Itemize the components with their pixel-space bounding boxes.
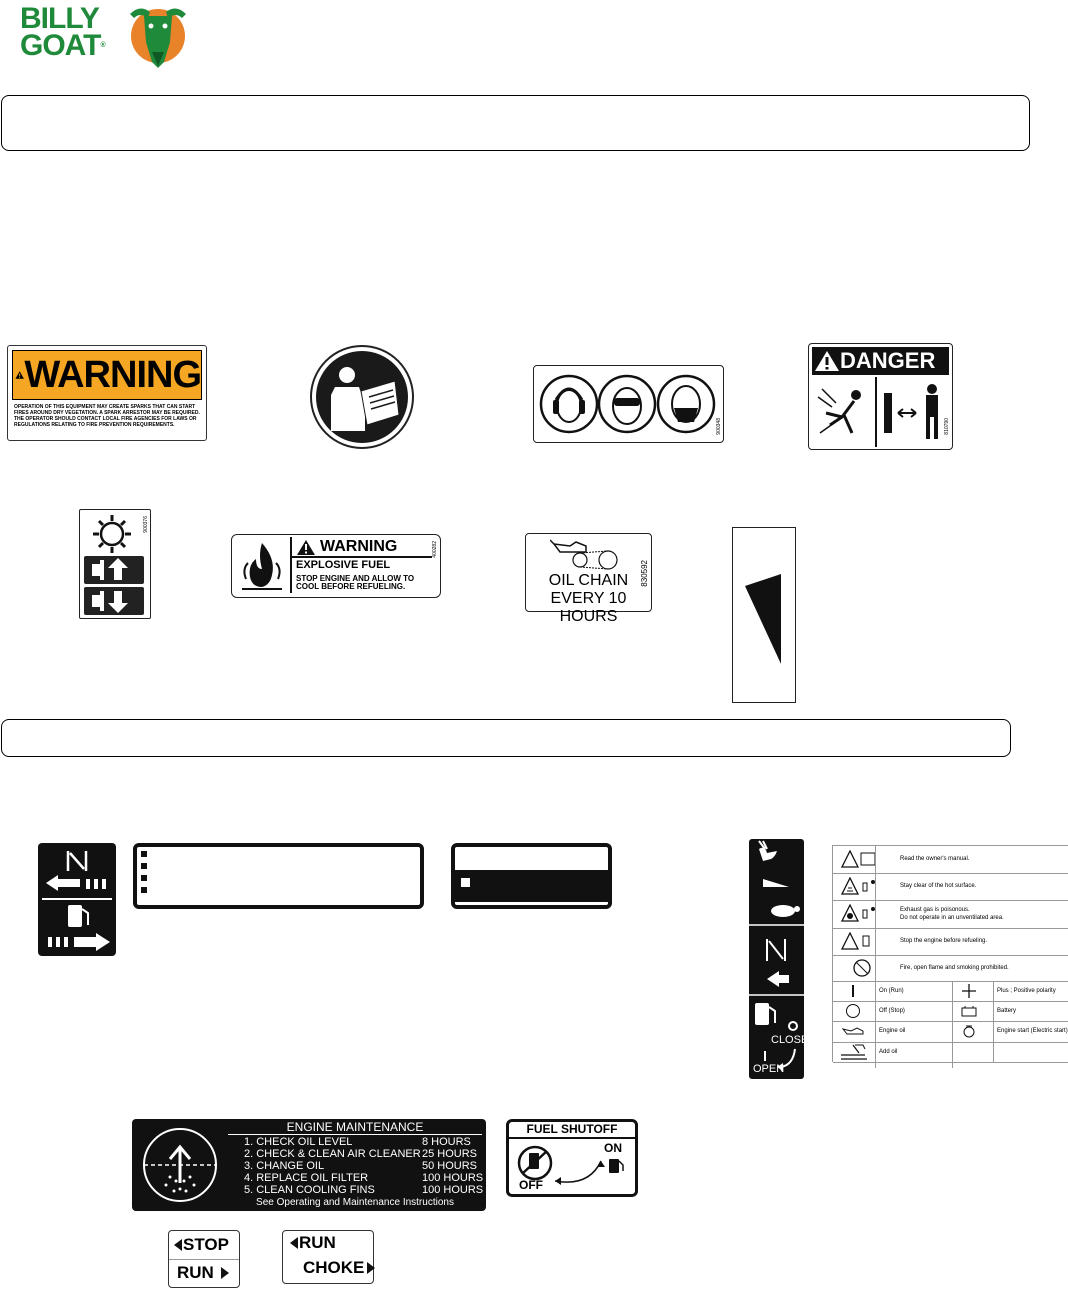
speed-code: 900376 — [143, 516, 149, 533]
grid-row-1 — [833, 981, 1068, 1002]
speed-wedge-icon — [763, 879, 789, 887]
wedge-icon — [733, 528, 795, 702]
thrown-object-hazard-icon — [812, 377, 949, 447]
explosive-header-text: WARNING — [320, 538, 398, 555]
explosive-code: 400282 — [432, 541, 438, 558]
bullet-2 — [141, 863, 147, 869]
fuel-off-label: OFF — [519, 1178, 543, 1192]
down-arrow-panel — [84, 587, 144, 615]
warning-header-text: WARNING — [24, 353, 201, 396]
symbol-text-hot: Stay clear of the hot surface. — [875, 873, 976, 909]
arrow-right-icon — [366, 1261, 376, 1275]
warning-header — [12, 350, 202, 400]
small-label-bar — [451, 843, 612, 909]
oil-chain-line2: EVERY 10 HOURS — [550, 590, 627, 625]
symbol-row-manual — [833, 846, 1068, 874]
grid-plus: Plus ; Positive polarity — [993, 981, 1056, 1007]
explosive-line2: STOP ENGINE AND ALLOW TO — [296, 574, 415, 583]
danger-code: 810790 — [944, 418, 950, 435]
run-choke-run-row — [289, 1233, 336, 1253]
maint-interval-5: 100 HOURS — [422, 1184, 484, 1196]
section-header-box-2 — [1, 719, 1011, 757]
up-arrow-panel — [84, 556, 144, 584]
choke-fuel-icons — [38, 843, 116, 956]
stop-run-decal — [168, 1230, 240, 1288]
choke-label: CHOKE — [303, 1258, 365, 1277]
alert-triangle-icon — [296, 539, 316, 556]
rabbit-icon — [759, 848, 777, 861]
section-header-box-1 — [1, 95, 1030, 151]
logo-text-billy: BILLY — [20, 2, 99, 35]
danger-header — [812, 347, 949, 375]
grid-row-2 — [833, 1001, 1068, 1022]
engine-start-icon — [962, 1023, 976, 1039]
stop-run-divider — [169, 1259, 239, 1260]
throttle-choke-panel — [749, 839, 809, 1079]
stop-refuel-icon — [841, 932, 877, 950]
maint-interval-2: 25 HOURS — [422, 1148, 478, 1160]
symbol-row-fire — [833, 955, 1068, 982]
throttle-speed-decal — [79, 509, 151, 619]
explosive-line3: COOL BEFORE REFUELING. — [296, 582, 406, 591]
explosive-divider — [290, 537, 292, 593]
danger-decal — [808, 343, 953, 450]
ppe-code: 900348 — [716, 418, 722, 435]
plus-icon — [961, 984, 977, 998]
symbol-text-exhaust-1: Exhaust gas is poisonous. — [900, 907, 970, 913]
air-filter-icon — [140, 1125, 220, 1205]
add-oil-icon — [839, 1043, 869, 1061]
danger-header-text: DANGER — [840, 348, 936, 373]
maint-interval-1: 8 HOURS — [422, 1136, 471, 1148]
fuel-shutoff-title: FUEL SHUTOFF — [526, 1122, 618, 1136]
checklist-label — [133, 843, 424, 909]
symbol-row-refuel — [833, 928, 1068, 956]
maint-task-1: 1. CHECK OIL LEVEL — [244, 1136, 353, 1148]
maint-task-2: 2. CHECK & CLEAN AIR CLEANER — [244, 1148, 421, 1160]
explosive-rule — [292, 556, 432, 558]
symbol-text-refuel: Stop the engine before refueling. — [875, 928, 987, 964]
down-arrow-icon — [84, 587, 144, 615]
gear-sun-icon — [88, 514, 136, 554]
label-white-square — [461, 878, 470, 887]
throttle-wedge-decal — [732, 527, 796, 703]
grid-engine-oil: Engine oil — [875, 1021, 953, 1048]
grid-battery: Battery — [993, 1001, 1016, 1027]
symbol-text-exhaust-2: Do not operate in an unventilated area. — [900, 915, 1004, 921]
choke-fuel-panel — [38, 843, 116, 956]
stop-row — [173, 1235, 229, 1255]
off-symbol-icon — [846, 1004, 860, 1018]
maint-task-5: 5. CLEAN COOLING FINS — [244, 1184, 375, 1196]
oil-chain-code: 830592 — [640, 560, 649, 587]
explosive-fuel-decal — [231, 534, 441, 598]
run-choke-run-label: RUN — [299, 1233, 336, 1252]
run-label: RUN — [177, 1263, 214, 1282]
bullet-1 — [141, 851, 147, 857]
label-black-stripe — [455, 870, 608, 902]
oil-can-chain-icon — [550, 536, 620, 570]
no-smoking-icon — [851, 958, 873, 978]
exhaust-gas-icon — [841, 904, 877, 922]
engine-oil-icon — [841, 1025, 867, 1037]
arrow-left-icon — [173, 1238, 183, 1252]
symbol-row-exhaust — [833, 900, 1068, 929]
ppe-icons — [538, 370, 718, 438]
run-row — [177, 1263, 231, 1283]
alert-triangle-icon — [15, 357, 24, 393]
ppe-decal — [533, 365, 724, 443]
fire-hazard-icon — [236, 539, 288, 593]
symbol-text-fire: Fire, open flame and smoking prohibited. — [875, 955, 1009, 990]
explosive-line1: EXPLOSIVE FUEL — [296, 559, 391, 571]
maint-task-4: 4. REPLACE OIL FILTER — [244, 1172, 369, 1184]
warning-spark-decal — [7, 345, 207, 441]
grid-empty — [993, 1042, 994, 1062]
bullet-4 — [141, 887, 147, 893]
maint-title-rule — [228, 1134, 482, 1135]
fuel-shutoff-icons — [509, 1139, 635, 1191]
engine-maintenance-decal — [132, 1119, 486, 1211]
maint-title: ENGINE MAINTENANCE — [286, 1120, 424, 1134]
turtle-icon — [771, 905, 795, 917]
bullet-3 — [141, 875, 147, 881]
up-arrow-icon — [84, 556, 144, 584]
stop-label: STOP — [183, 1235, 229, 1254]
arrow-left-icon — [289, 1236, 299, 1250]
grid-on: On (Run) — [875, 981, 953, 1007]
battery-icon — [961, 1005, 977, 1017]
billy-goat-logo — [18, 2, 193, 70]
read-manual-symbol-icon — [841, 850, 877, 868]
read-manual-icon — [309, 345, 416, 450]
symbol-text-manual: Read the owner's manual. — [875, 846, 970, 882]
maint-footer: See Operating and Maintenance Instructions — [256, 1197, 454, 1208]
symbols-table — [832, 845, 1068, 1062]
goat-head-icon — [120, 2, 190, 70]
arrow-right-icon — [219, 1266, 231, 1280]
on-symbol-icon — [852, 985, 854, 997]
close-label: CLOSE — [771, 1034, 809, 1046]
maint-interval-4: 100 HOURS — [422, 1172, 484, 1184]
fuel-on-label: ON — [604, 1141, 622, 1155]
grid-row-4 — [833, 1042, 1068, 1063]
oil-chain-decal — [525, 533, 652, 625]
grid-add-oil: Add oil — [875, 1042, 953, 1068]
grid-row-3 — [833, 1021, 1068, 1043]
hot-surface-icon — [841, 877, 877, 895]
open-label: OPEN — [753, 1063, 785, 1075]
maint-task-3: 3. CHANGE OIL — [244, 1160, 325, 1172]
logo-registered: ® — [100, 42, 106, 49]
choke-row — [303, 1258, 376, 1278]
grid-off: Off (Stop) — [875, 1001, 953, 1027]
logo-text-goat: GOAT — [20, 29, 101, 62]
maint-interval-3: 50 HOURS — [422, 1160, 478, 1172]
oil-chain-line1: OIL CHAIN — [548, 572, 629, 589]
warning-spark-text: OPERATION OF THIS EQUIPMENT MAY CREATE SPARKS THAT CAN START FIRES AROUND DRY VEGETATION. A SPARK ARRESTOR MAY BE REQUIRED. THE OPERATOR SHOULD CONTACT LOCAL FIRE AGENCIES FOR LAWS OR REGULATIONS RELATING TO FIRE PREVENTION REQUIREMENTS. — [14, 404, 200, 428]
danger-triangle-icon — [814, 350, 840, 372]
symbol-row-hot — [833, 873, 1068, 901]
run-choke-decal — [282, 1230, 374, 1284]
fuel-shutoff-decal — [506, 1119, 638, 1197]
explosive-header — [296, 538, 397, 556]
grid-engine-start: Engine start (Electric start) — [993, 1021, 1068, 1048]
